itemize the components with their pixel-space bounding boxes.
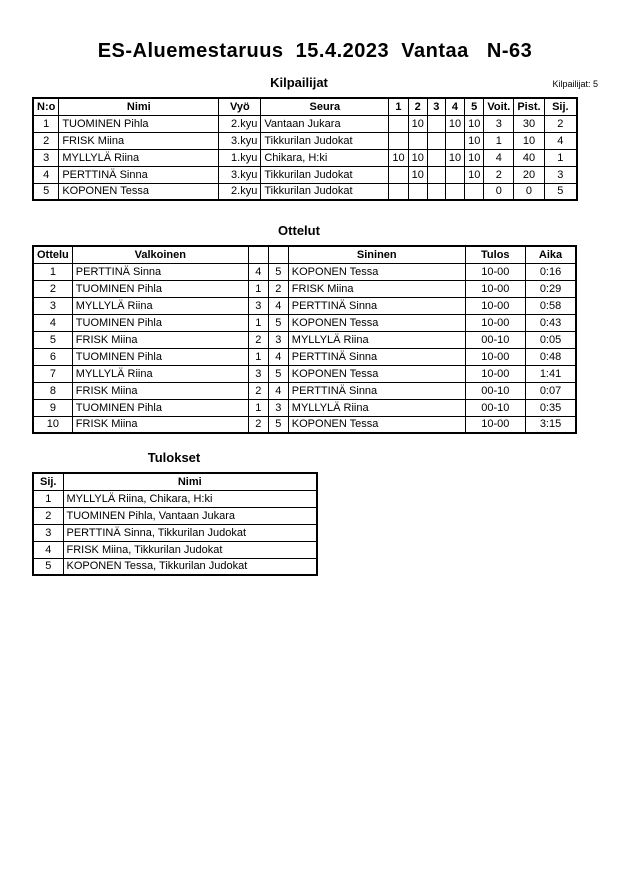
table-row <box>33 263 576 280</box>
table-row <box>33 524 317 541</box>
table-cell: KOPONEN Tessa <box>288 314 465 331</box>
table-cell: TUOMINEN Pihla <box>59 115 219 132</box>
table-cell: 1 <box>248 280 268 297</box>
table-cell: 2 <box>33 507 63 524</box>
table-cell: 10 <box>465 132 484 149</box>
table-cell: 4 <box>33 314 72 331</box>
matches-table-body <box>33 263 576 433</box>
table-cell: 8 <box>33 382 72 399</box>
header-name: Nimi <box>63 473 317 490</box>
table-cell: 10-00 <box>465 314 525 331</box>
table-cell: 4 <box>248 263 268 280</box>
table-cell: TUOMINEN Pihla <box>72 280 248 297</box>
table-cell: 2 <box>33 280 72 297</box>
header-wins: Voit. <box>484 98 514 115</box>
table-cell: 1 <box>544 149 577 166</box>
table-cell: 10 <box>465 149 484 166</box>
table-cell: 3 <box>544 166 577 183</box>
table-cell: 3 <box>268 399 288 416</box>
table-cell <box>408 132 427 149</box>
table-cell: 10-00 <box>465 365 525 382</box>
table-cell: 2 <box>268 280 288 297</box>
table-cell: Tikkurilan Judokat <box>261 183 389 200</box>
table-cell: 1 <box>248 348 268 365</box>
table-cell: 4 <box>33 166 59 183</box>
table-cell: 2 <box>544 115 577 132</box>
table-cell: 4 <box>268 382 288 399</box>
table-row <box>33 541 317 558</box>
table-cell: 3 <box>33 149 59 166</box>
matches-header-row <box>33 246 576 263</box>
table-cell: 3 <box>33 297 72 314</box>
matches-section-title: Ottelut <box>278 223 320 238</box>
table-row <box>33 558 317 575</box>
table-cell: 0:35 <box>525 399 576 416</box>
table-cell: 5 <box>33 558 63 575</box>
table-cell: FRISK Miina <box>72 416 248 433</box>
table-cell: PERTTINÄ Sinna, Tikkurilan Judokat <box>63 524 317 541</box>
table-cell: 0:29 <box>525 280 576 297</box>
results-table <box>32 472 318 576</box>
table-cell: 3.kyu <box>219 166 261 183</box>
table-cell: MYLLYLÄ Riina <box>59 149 219 166</box>
results-table-body <box>33 490 317 575</box>
table-cell <box>445 183 464 200</box>
table-cell: 1 <box>33 490 63 507</box>
table-cell <box>389 132 408 149</box>
table-cell: 10-00 <box>465 297 525 314</box>
table-cell: 10 <box>514 132 544 149</box>
table-cell: PERTTINÄ Sinna <box>288 348 465 365</box>
table-cell: FRISK Miina <box>288 280 465 297</box>
header-opponent-2: 2 <box>408 98 427 115</box>
header-blue-number <box>268 246 288 263</box>
table-cell: Chikara, H:ki <box>261 149 389 166</box>
table-cell: 1 <box>248 399 268 416</box>
table-cell: 00-10 <box>465 382 525 399</box>
table-row <box>33 149 577 166</box>
table-cell: FRISK Miina <box>72 382 248 399</box>
table-cell <box>427 115 445 132</box>
table-cell: 2 <box>248 331 268 348</box>
table-row <box>33 399 576 416</box>
table-row <box>33 132 577 149</box>
table-cell: 00-10 <box>465 331 525 348</box>
header-result: Tulos <box>465 246 525 263</box>
table-cell: MYLLYLÄ Riina <box>288 399 465 416</box>
table-row <box>33 297 576 314</box>
header-blue: Sininen <box>288 246 465 263</box>
table-row <box>33 365 576 382</box>
header-white: Valkoinen <box>72 246 248 263</box>
table-cell: 3 <box>248 297 268 314</box>
table-cell: 5 <box>268 365 288 382</box>
table-cell: Vantaan Jukara <box>261 115 389 132</box>
table-cell: 10 <box>465 166 484 183</box>
table-cell: TUOMINEN Pihla <box>72 348 248 365</box>
header-placement: Sij. <box>544 98 577 115</box>
competitors-count-label: Kilpailijat: 5 <box>552 79 598 89</box>
table-cell <box>427 183 445 200</box>
competitors-section-title: Kilpailijat <box>270 75 328 90</box>
table-cell: 4 <box>268 297 288 314</box>
table-cell: PERTTINÄ Sinna <box>288 382 465 399</box>
header-number: N:o <box>33 98 59 115</box>
table-cell: KOPONEN Tessa <box>59 183 219 200</box>
table-cell: 4 <box>33 541 63 558</box>
table-cell: 3 <box>484 115 514 132</box>
table-cell: TUOMINEN Pihla <box>72 314 248 331</box>
table-cell: 5 <box>544 183 577 200</box>
table-row <box>33 416 576 433</box>
table-cell: 5 <box>268 263 288 280</box>
table-cell <box>465 183 484 200</box>
table-cell: 2 <box>248 416 268 433</box>
table-cell: KOPONEN Tessa, Tikkurilan Judokat <box>63 558 317 575</box>
table-cell <box>427 149 445 166</box>
table-row <box>33 183 577 200</box>
table-cell: 10 <box>445 149 464 166</box>
table-cell: FRISK Miina <box>72 331 248 348</box>
table-cell: 10 <box>389 149 408 166</box>
table-cell: PERTTINÄ Sinna <box>59 166 219 183</box>
header-time: Aika <box>525 246 576 263</box>
table-cell: 1 <box>33 263 72 280</box>
matches-table <box>32 245 577 434</box>
table-cell: KOPONEN Tessa <box>288 263 465 280</box>
header-opponent-4: 4 <box>445 98 464 115</box>
table-cell: 5 <box>33 331 72 348</box>
table-cell: 7 <box>33 365 72 382</box>
table-cell: 2 <box>33 132 59 149</box>
table-row <box>33 166 577 183</box>
header-white-number <box>248 246 268 263</box>
table-cell: 3 <box>268 331 288 348</box>
table-cell: 9 <box>33 399 72 416</box>
table-cell: MYLLYLÄ Riina <box>72 365 248 382</box>
table-cell: 30 <box>514 115 544 132</box>
table-cell: 5 <box>33 183 59 200</box>
table-cell: 10-00 <box>465 416 525 433</box>
table-cell: 4 <box>268 348 288 365</box>
table-cell <box>427 166 445 183</box>
table-cell: 10-00 <box>465 280 525 297</box>
table-cell: 3.kyu <box>219 132 261 149</box>
table-cell: 4 <box>484 149 514 166</box>
table-cell: 10 <box>445 115 464 132</box>
table-cell: KOPONEN Tessa <box>288 416 465 433</box>
table-cell: 10 <box>33 416 72 433</box>
table-cell: 5 <box>268 314 288 331</box>
table-cell: Tikkurilan Judokat <box>261 132 389 149</box>
table-cell: 0:48 <box>525 348 576 365</box>
results-section-title: Tulokset <box>147 450 201 465</box>
page-title: ES-Aluemestaruus 15.4.2023 Vantaa N-63 <box>97 40 533 62</box>
header-match: Ottelu <box>33 246 72 263</box>
table-cell: 10 <box>408 166 427 183</box>
table-cell: 3:15 <box>525 416 576 433</box>
competitors-header-row <box>33 98 577 115</box>
table-row <box>33 507 317 524</box>
table-cell <box>389 115 408 132</box>
table-row <box>33 280 576 297</box>
table-cell: TUOMINEN Pihla <box>72 399 248 416</box>
table-cell: 0:58 <box>525 297 576 314</box>
table-row <box>33 115 577 132</box>
table-cell: TUOMINEN Pihla, Vantaan Jukara <box>63 507 317 524</box>
table-cell: 10 <box>465 115 484 132</box>
table-cell: 6 <box>33 348 72 365</box>
table-cell: 1 <box>484 132 514 149</box>
table-cell: 40 <box>514 149 544 166</box>
table-cell: 1 <box>33 115 59 132</box>
table-cell: MYLLYLÄ Riina, Chikara, H:ki <box>63 490 317 507</box>
table-cell: 2.kyu <box>219 183 261 200</box>
results-section-header <box>0 450 630 466</box>
table-cell <box>408 183 427 200</box>
competitors-section-header <box>0 75 630 91</box>
table-cell: Tikkurilan Judokat <box>261 166 389 183</box>
table-cell: 5 <box>268 416 288 433</box>
table-cell: 0:07 <box>525 382 576 399</box>
table-row <box>33 382 576 399</box>
table-cell: 0:43 <box>525 314 576 331</box>
table-cell: 10 <box>408 149 427 166</box>
table-cell: KOPONEN Tessa <box>288 365 465 382</box>
table-cell: FRISK Miina <box>59 132 219 149</box>
table-cell: 1.kyu <box>219 149 261 166</box>
header-points: Pist. <box>514 98 544 115</box>
table-cell: PERTTINÄ Sinna <box>288 297 465 314</box>
table-cell: 3 <box>248 365 268 382</box>
table-cell: 10 <box>408 115 427 132</box>
table-cell: 0:16 <box>525 263 576 280</box>
table-cell: 10-00 <box>465 263 525 280</box>
header-opponent-1: 1 <box>389 98 408 115</box>
table-row <box>33 331 576 348</box>
table-cell <box>389 183 408 200</box>
header-club: Seura <box>261 98 389 115</box>
table-cell <box>445 166 464 183</box>
table-cell: 10-00 <box>465 348 525 365</box>
results-header-row <box>33 473 317 490</box>
table-cell: 0:05 <box>525 331 576 348</box>
table-row <box>33 314 576 331</box>
table-row <box>33 348 576 365</box>
table-cell: 4 <box>544 132 577 149</box>
table-cell: 20 <box>514 166 544 183</box>
table-cell: FRISK Miina, Tikkurilan Judokat <box>63 541 317 558</box>
table-cell <box>389 166 408 183</box>
header-placement: Sij. <box>33 473 63 490</box>
table-cell: 0 <box>514 183 544 200</box>
table-cell: 3 <box>33 524 63 541</box>
table-cell: 2 <box>484 166 514 183</box>
table-cell: 0 <box>484 183 514 200</box>
table-cell: 1:41 <box>525 365 576 382</box>
table-cell: 00-10 <box>465 399 525 416</box>
table-cell <box>427 132 445 149</box>
header-opponent-5: 5 <box>465 98 484 115</box>
table-cell: MYLLYLÄ Riina <box>288 331 465 348</box>
table-cell: PERTTINÄ Sinna <box>72 263 248 280</box>
table-cell: 1 <box>248 314 268 331</box>
competitors-table-body <box>33 115 577 200</box>
table-cell: MYLLYLÄ Riina <box>72 297 248 314</box>
competitors-table <box>32 97 578 201</box>
matches-section-header <box>0 223 630 239</box>
header-belt: Vyö <box>219 98 261 115</box>
header-opponent-3: 3 <box>427 98 445 115</box>
table-cell <box>445 132 464 149</box>
header-name: Nimi <box>59 98 219 115</box>
table-cell: 2 <box>248 382 268 399</box>
table-row <box>33 490 317 507</box>
table-cell: 2.kyu <box>219 115 261 132</box>
